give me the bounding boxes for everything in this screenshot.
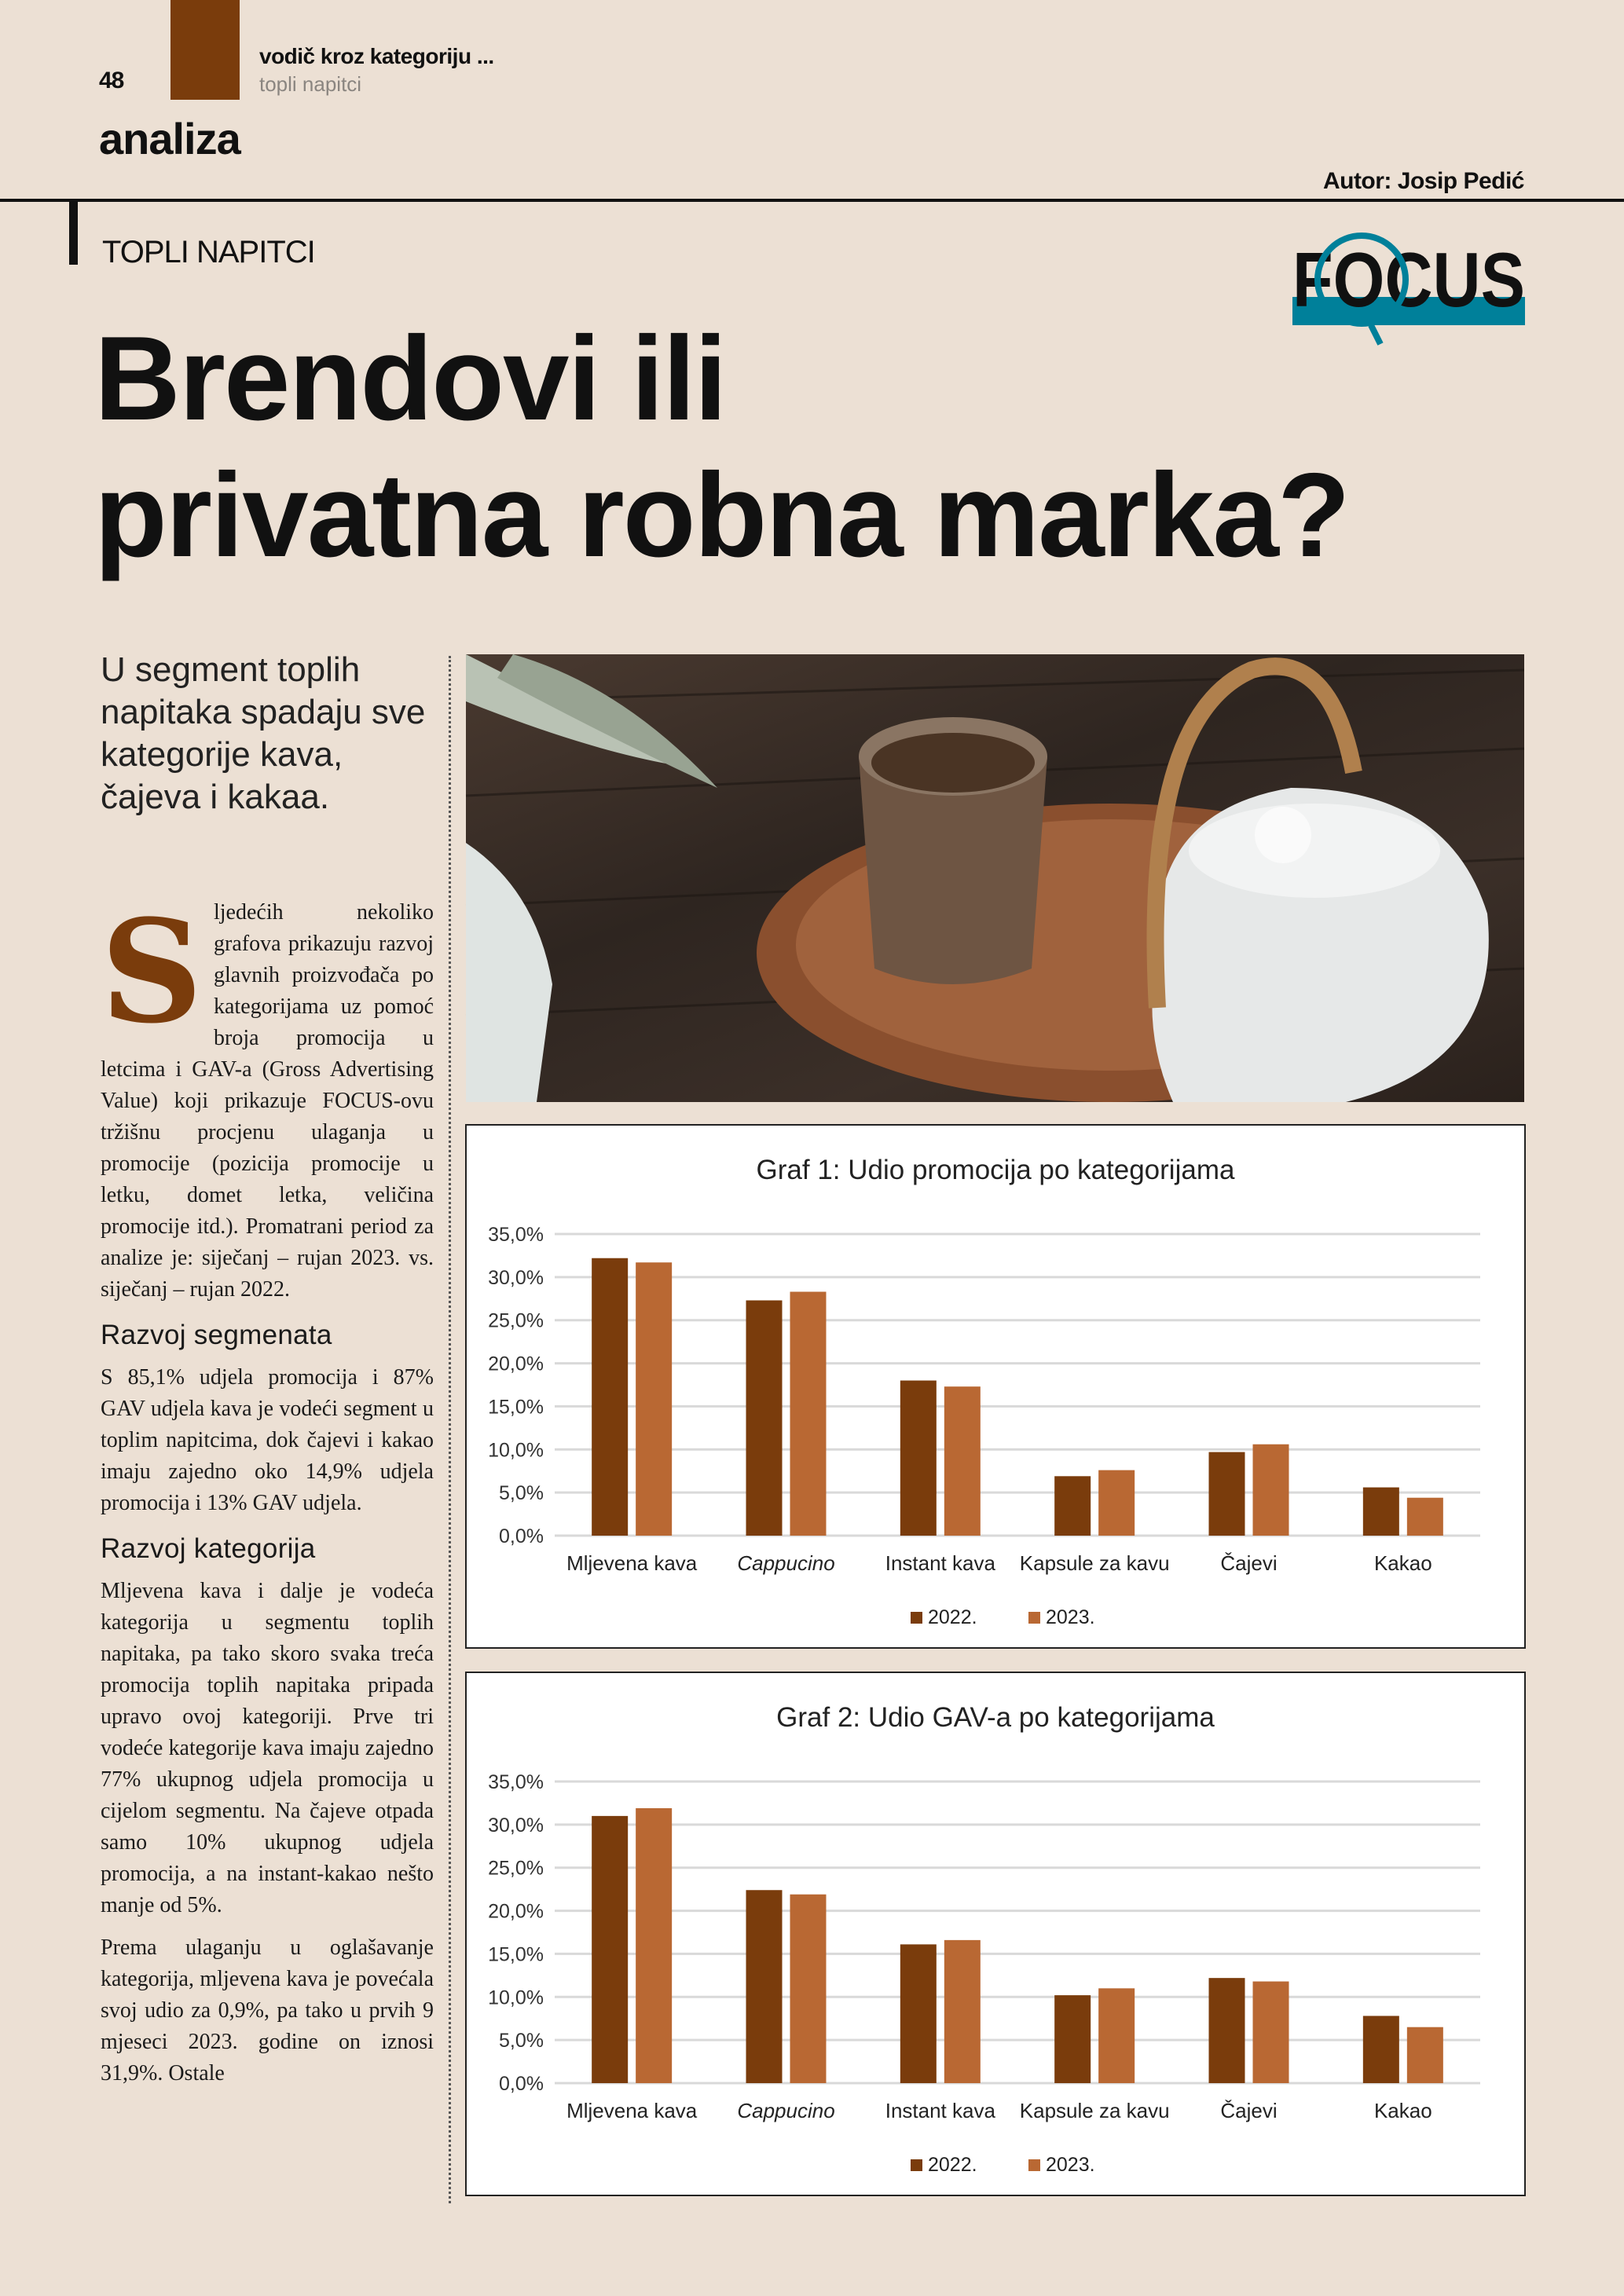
bar-2022-0 bbox=[592, 1258, 628, 1536]
bar-2023-5 bbox=[1407, 2027, 1443, 2083]
intro-paragraph bbox=[101, 889, 434, 1305]
svg-text:FOCUS: FOCUS bbox=[1292, 236, 1525, 323]
bar-2023-4 bbox=[1253, 1445, 1289, 1536]
paragraph: Prema ulaganju u oglašavanje kategorija, mljevena kava je povećala svoj udio za 0,9%, pa tako u prvih 9 mjeseci 2023. godine on iznosi 31,9%. Ostale bbox=[101, 1935, 434, 2085]
page-number: 48 bbox=[99, 68, 124, 93]
legend-label: 2023. bbox=[1046, 1606, 1095, 1628]
y-tick-label: 15,0% bbox=[488, 1943, 544, 1966]
x-tick-label: Instant kava bbox=[885, 1551, 995, 1575]
kicker-bar bbox=[69, 202, 78, 265]
y-tick-label: 20,0% bbox=[488, 1900, 544, 1923]
header-rule bbox=[0, 199, 1624, 202]
bar-2022-3 bbox=[1054, 1476, 1091, 1536]
x-tick-label: Kakao bbox=[1373, 1551, 1432, 1575]
legend-label: 2022. bbox=[928, 2154, 977, 2176]
drop-cap: S bbox=[101, 889, 203, 1055]
bar-2022-1 bbox=[746, 1300, 783, 1536]
y-tick-label: 35,0% bbox=[488, 1771, 544, 1793]
article-title bbox=[94, 310, 1587, 584]
x-tick-label: Čajevi bbox=[1220, 2099, 1278, 2122]
section-color-bar bbox=[170, 0, 240, 100]
y-tick-label: 25,0% bbox=[488, 1309, 544, 1332]
paragraph: Mljevena kava i dalje je vodeća kategorija u segmentu toplih napitaka, pa tako skoro svaka treća promocija toplih napitaka pripada upravo ovoj kategoriji. Prve tri vodeće kategorije kava imaju zajedno 77% ukupnog udjela promocija u cijelom segmentu. Na čajeve otpada samo 10% ukupnog udjela promocija, a na instant-kakao nešto manje od 5%. bbox=[101, 1579, 434, 1917]
bar-2023-0 bbox=[636, 1808, 672, 2083]
y-tick-label: 0,0% bbox=[499, 2073, 544, 2095]
section-label: analiza bbox=[99, 114, 240, 163]
chart-promotions bbox=[465, 1124, 1526, 1649]
y-tick-label: 30,0% bbox=[488, 1266, 544, 1289]
y-tick-label: 10,0% bbox=[488, 1987, 544, 2009]
x-tick-label: Cappucino bbox=[737, 2099, 835, 2122]
y-tick-label: 30,0% bbox=[488, 1814, 544, 1836]
y-tick-label: 20,0% bbox=[488, 1353, 544, 1375]
legend-label: 2022. bbox=[928, 1606, 977, 1628]
series-subtitle: topli napitci bbox=[259, 72, 362, 96]
x-tick-label: Instant kava bbox=[885, 2099, 995, 2122]
legend-label: 2023. bbox=[1046, 2154, 1095, 2176]
chart-title: Graf 2: Udio GAV-a po kategorijama bbox=[776, 1702, 1215, 1733]
x-tick-label: Kapsule za kavu bbox=[1019, 1551, 1170, 1575]
x-tick-label: Kakao bbox=[1373, 2099, 1432, 2122]
lede: U segment toplih napitaka spadaju sve kategorije kava, čajeva i kakaa. bbox=[101, 650, 426, 816]
y-tick-label: 35,0% bbox=[488, 1224, 544, 1246]
bar-2023-1 bbox=[790, 1895, 827, 2083]
bar-2022-5 bbox=[1363, 2016, 1399, 2083]
bar-2022-4 bbox=[1209, 1978, 1245, 2083]
bar-2022-4 bbox=[1209, 1452, 1245, 1536]
x-tick-label: Cappucino bbox=[737, 1551, 835, 1575]
y-tick-label: 15,0% bbox=[488, 1396, 544, 1419]
title-line-2: privatna robna marka? bbox=[94, 449, 1349, 582]
bar-2022-3 bbox=[1054, 1995, 1091, 2083]
bar-2023-3 bbox=[1098, 1988, 1135, 2083]
kicker: TOPLI NAPITCI bbox=[102, 235, 315, 269]
legend-swatch bbox=[1028, 1612, 1040, 1624]
bar-2023-2 bbox=[944, 1940, 981, 2083]
subheading-segments: Razvoj segmenata bbox=[101, 1320, 332, 1350]
bar-2022-0 bbox=[592, 1816, 628, 2083]
legend-swatch bbox=[911, 1612, 922, 1624]
x-tick-label: Mljevena kava bbox=[566, 2099, 698, 2122]
series-title: vodič kroz kategoriju ... bbox=[259, 44, 494, 68]
bar-2023-5 bbox=[1407, 1498, 1443, 1536]
x-tick-label: Kapsule za kavu bbox=[1019, 2099, 1170, 2122]
chart-svg bbox=[467, 1126, 1524, 1647]
x-tick-label: Čajevi bbox=[1220, 1551, 1278, 1575]
chart-svg bbox=[467, 1673, 1524, 2195]
bar-2023-2 bbox=[944, 1386, 981, 1536]
bar-2023-0 bbox=[636, 1262, 672, 1536]
bar-2022-2 bbox=[900, 1944, 937, 2083]
tea-photo bbox=[466, 654, 1524, 1102]
bar-2023-4 bbox=[1253, 1982, 1289, 2083]
bar-2022-1 bbox=[746, 1890, 783, 2083]
intro-text: ljedećih nekoliko grafova prikazuju razvoj glavnih proizvođača po kategorijama uz pomoć broja promocija u letcima i GAV-a (Gross Advertising Value) koji prikazuje FOCUS-ovu tržišnu procjenu ulaganja u promocije (pozicija promocije u letku, domet letka, veličina promocije itd.). Promatrani period za analize je: siječanj – rujan 2023. vs. siječanj – rujan 2022. bbox=[101, 900, 434, 1302]
title-line-1: Brendovi ili bbox=[94, 312, 726, 445]
bar-2022-2 bbox=[900, 1381, 937, 1536]
subheading-categories: Razvoj kategorija bbox=[101, 1533, 316, 1564]
y-tick-label: 5,0% bbox=[499, 1482, 544, 1505]
bar-2023-1 bbox=[790, 1292, 827, 1536]
legend-swatch bbox=[911, 2159, 922, 2171]
y-tick-label: 5,0% bbox=[499, 2030, 544, 2052]
chart-title: Graf 1: Udio promocija po kategorijama bbox=[756, 1155, 1235, 1185]
chart-gav bbox=[465, 1672, 1526, 2196]
legend-swatch bbox=[1028, 2159, 1040, 2171]
bar-2023-3 bbox=[1098, 1470, 1135, 1536]
y-tick-label: 0,0% bbox=[499, 1525, 544, 1547]
bar-2022-5 bbox=[1363, 1488, 1399, 1536]
article-body bbox=[101, 889, 434, 2100]
author-byline: Autor: Josip Pedić bbox=[1322, 168, 1524, 194]
y-tick-label: 25,0% bbox=[488, 1857, 544, 1880]
column-divider bbox=[449, 656, 451, 2203]
x-tick-label: Mljevena kava bbox=[566, 1551, 698, 1575]
paragraph: S 85,1% udjela promocija i 87% GAV udjela kava je vodeći segment u toplim napitcima, dok čajevi i kakao imaju zajedno oko 14,9% udjela promocija i 13% GAV udjela. bbox=[101, 1365, 434, 1515]
y-tick-label: 10,0% bbox=[488, 1439, 544, 1462]
